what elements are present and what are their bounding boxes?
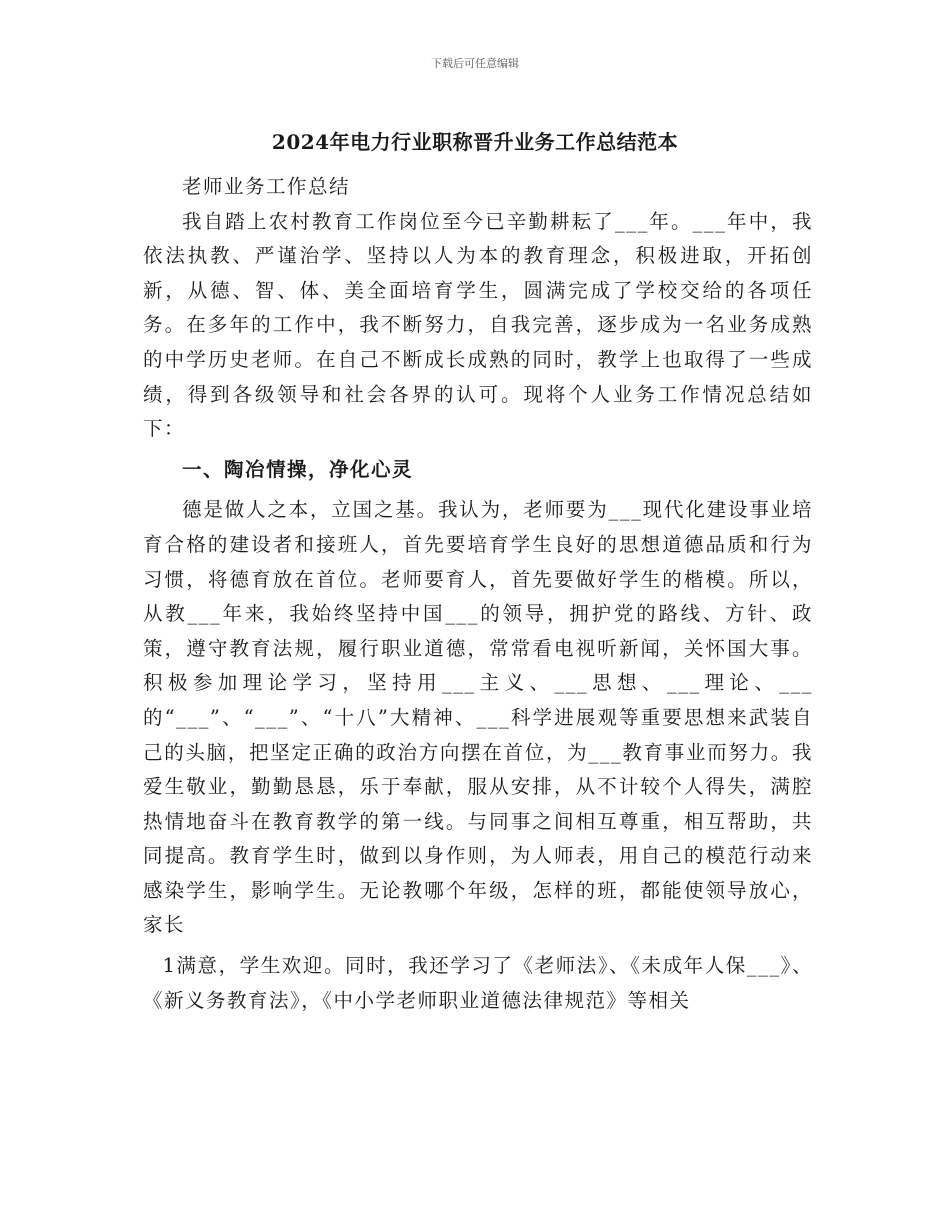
continued-paragraph: 1满意，学生欢迎。同时，我还学习了《老师法》、《未成年人保___》、《新义务教育法》，《中小学老师职业道德法律规范》等相关 <box>143 954 813 1012</box>
section-label: 老师业务工作总结 <box>182 175 351 198</box>
section-heading: 一、陶冶情操，净化心灵 <box>182 457 414 481</box>
document-body <box>143 170 813 1018</box>
intro-paragraph: 我自踏上农村教育工作岗位至今已辛勤耕耘了___年。___年中，我依法执教、严谨治学、坚持以人为本的教育理念，积极进取，开拓创新，从德、智、体、美全面培育学生，圆满完成了学校交给的各项任务。在多年的工作中，我不断努力，自我完善，逐步成为一名业务成熟的中学历史老师。在自己不断成长成熟的同时，教学上也取得了一些成绩，得到各级领导和社会各界的认可。现将个人业务工作情况总结如下： <box>143 209 813 441</box>
header-watermark: 下载后可任意编辑 <box>431 57 519 70</box>
body-paragraph: 德是做人之本，立国之基。我认为，老师要为___现代化建设事业培育合格的建设者和接班人，首先要培育学生良好的思想道德品质和行为习惯，将德育放在首位。老师要育人，首先要做好学生的楷模。所以，从教___年来，我始终坚持中国___的领导，拥护党的路线、方针、政策，遵守教育法规，履行职业道德，常常看电视听新闻，关怀国大事。积极参加理论学习，坚持用___主义、___思想、___理论、___的“___”、“___”、“十八”大精神、___科学进展观等重要思想来武装自己的头脑，把坚定正确的政治方向摆在首位，为___教育事业而努力。我爱生敬业，勤勤恳恳，乐于奉献，服从安排，从不计较个人得失，满腔热情地奋斗在教育教学的第一线。与同事之间相互尊重，相互帮助，共同提高。教育学生时，做到以身作则，为人师表，用自己的模范行动来感染学生，影响学生。无论教哪个年级，怎样的班，都能使领导放心，家长 <box>143 498 813 937</box>
document-title: 2024年电力行业职称晋升业务工作总结范本 <box>271 130 679 154</box>
